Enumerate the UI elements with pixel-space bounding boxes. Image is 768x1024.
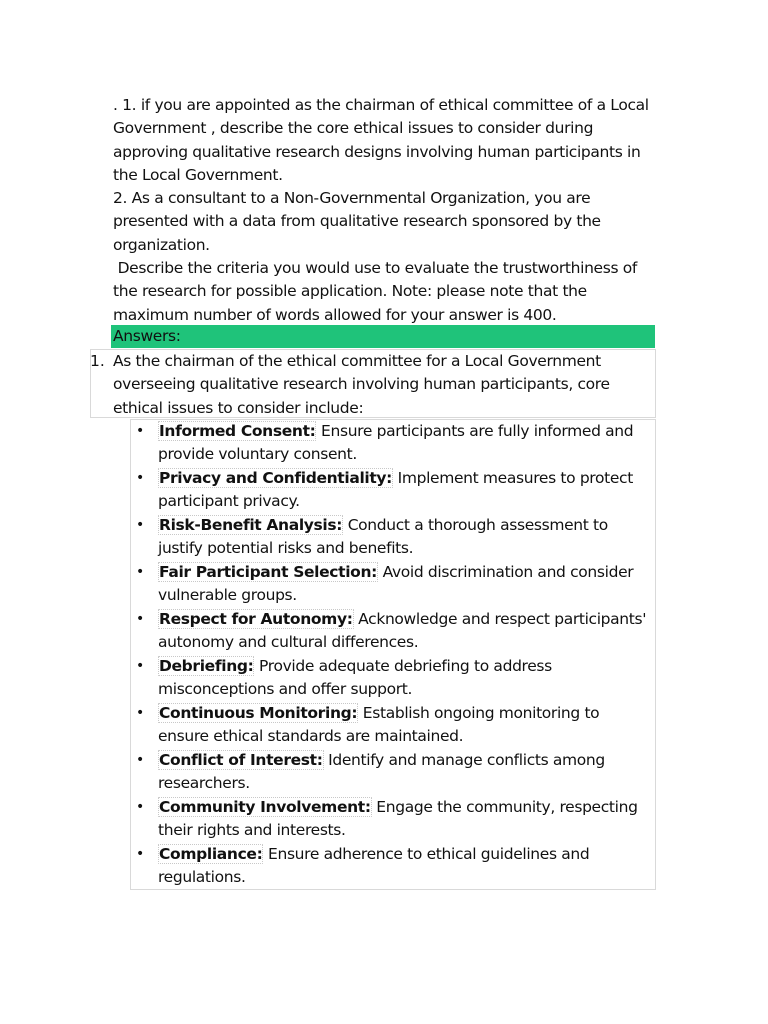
answers-heading: Answers:: [111, 325, 655, 348]
bullet-text: Ensure participants are fully informed and provide voluntary consent.: [158, 422, 634, 464]
bullet-term: Fair Participant Selection:: [159, 563, 378, 581]
list-item: [130, 655, 656, 702]
bullet-icon: •: [136, 470, 144, 486]
answer-1-number: 1.: [90, 352, 105, 370]
list-item: [130, 420, 656, 467]
list-item: [130, 702, 656, 749]
bullet-term: Risk-Benefit Analysis:: [159, 516, 343, 534]
question-2-text: 2. As a consultant to a Non-Governmental Organization, you are presented with a data from qualitative research sponsored by the organization.: [113, 189, 601, 254]
bullet-icon: •: [136, 799, 144, 815]
answer-1-intro: As the chairman of the ethical committee for a Local Government overseeing qualitative research involving human participants, core ethical issues to consider include:: [113, 352, 610, 417]
bullet-icon: •: [136, 705, 144, 721]
list-item: [130, 561, 656, 608]
ethical-issues-list: [130, 420, 656, 890]
bullet-text: Provide adequate debriefing to address misconceptions and offer support.: [158, 657, 552, 699]
bullet-term: Compliance:: [159, 845, 263, 863]
bullet-text: Ensure adherence to ethical guidelines and regulations.: [158, 845, 590, 887]
bullet-text: Avoid discrimination and consider vulnerable groups.: [158, 563, 634, 605]
bullet-text: Establish ongoing monitoring to ensure ethical standards are maintained.: [158, 704, 600, 746]
question-2-instructions: Describe the criteria you would use to evaluate the trustworthiness of the research for possible application. Note: please note that the maximum number of words allowed for your answer is 400.: [113, 259, 642, 324]
bullet-term: Community Involvement:: [159, 798, 371, 816]
bullet-text: Identify and manage conflicts among researchers.: [158, 751, 605, 793]
question-prompt: [113, 94, 658, 327]
bullet-icon: •: [136, 517, 144, 533]
list-item: [130, 843, 656, 890]
bullet-text: Acknowledge and respect participants' autonomy and cultural differences.: [158, 610, 647, 652]
list-item: [130, 749, 656, 796]
list-item: [130, 608, 656, 655]
bullet-term: Continuous Monitoring:: [159, 704, 358, 722]
bullet-text: Engage the community, respecting their rights and interests.: [158, 798, 638, 840]
bullet-term: Conflict of Interest:: [159, 751, 323, 769]
list-item: [130, 514, 656, 561]
bullet-icon: •: [136, 846, 144, 862]
list-item: [130, 467, 656, 514]
bullet-term: Debriefing:: [159, 657, 254, 675]
bullet-text: Conduct a thorough assessment to justify potential risks and benefits.: [158, 516, 608, 558]
bullet-icon: •: [136, 423, 144, 439]
bullet-text: Implement measures to protect participant privacy.: [158, 469, 633, 511]
bullet-icon: •: [136, 564, 144, 580]
bullet-term: Informed Consent:: [159, 422, 316, 440]
question-1-text: . 1. if you are appointed as the chairman of ethical committee of a Local Government , describe the core ethical issues to consider during approving qualitative research designs involving human participants in the Local Government.: [113, 96, 649, 184]
bullet-icon: •: [136, 752, 144, 768]
bullet-icon: •: [136, 611, 144, 627]
list-item: [130, 796, 656, 843]
bullet-term: Respect for Autonomy:: [159, 610, 353, 628]
bullet-term: Privacy and Confidentiality:: [159, 469, 393, 487]
bullet-icon: •: [136, 658, 144, 674]
